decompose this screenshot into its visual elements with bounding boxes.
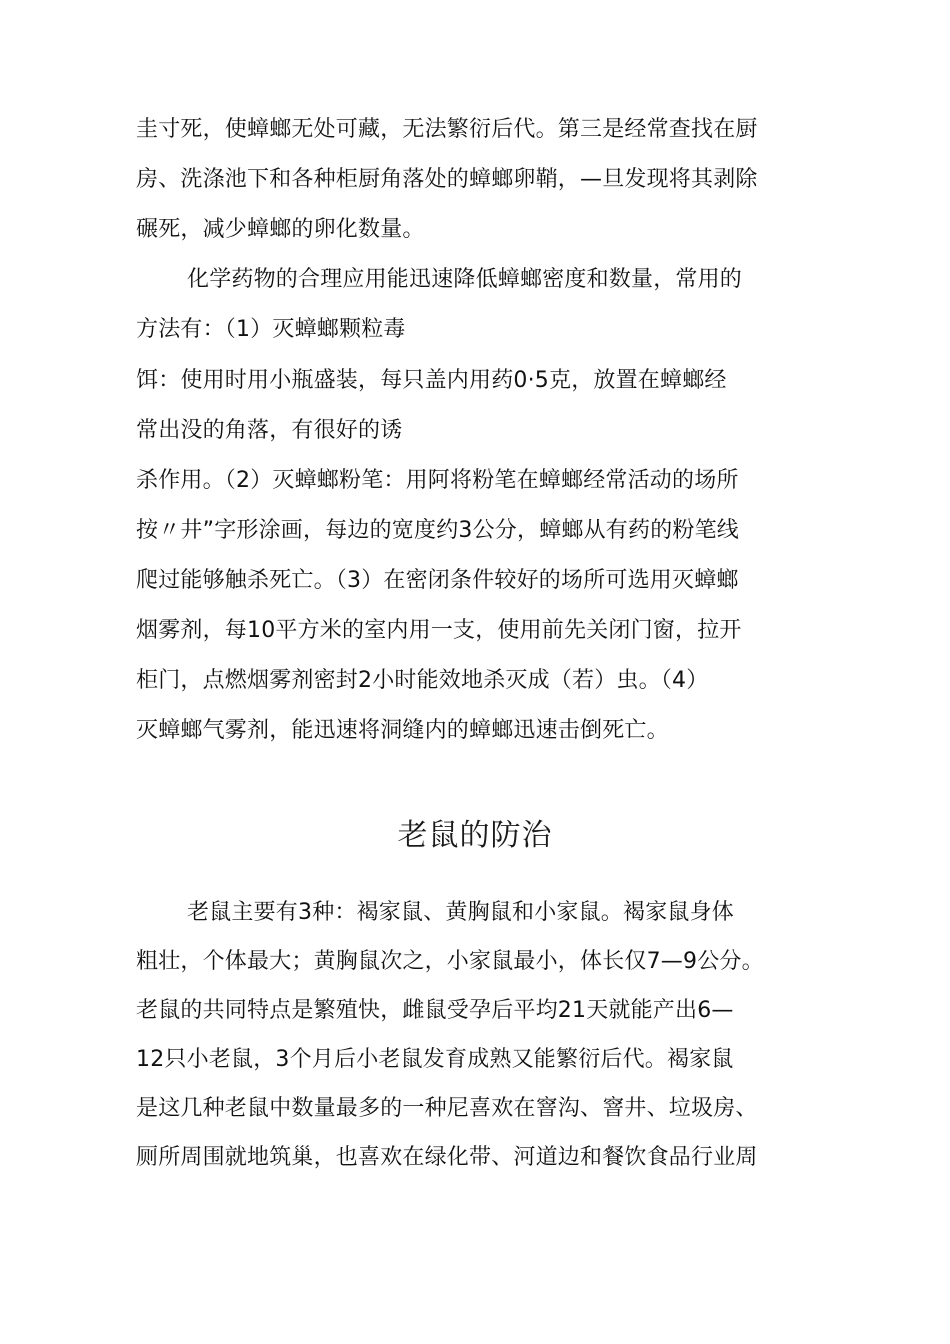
paragraph-3-line-1: 老鼠主要有3种：褐家鼠、黄胸鼠和小家鼠。褐家鼠身体	[187, 900, 734, 925]
paragraph-2-line-10: 灭蟑螂气雾剂，能迅速将洞缝内的蟑螂迅速击倒死亡。	[136, 718, 669, 743]
paragraph-2-line-6: 按〃井”字形涂画，每边的宽度约3公分，蟑螂从有药的粉笔线	[136, 518, 739, 543]
paragraph-3-line-3: 老鼠的共同特点是繁殖快，雌鼠受孕后平均21天就能产出6—	[136, 998, 734, 1023]
paragraph-2-line-3: 饵：使用时用小瓶盛装，每只盖内用药0·5克，放置在蟑螂经	[136, 368, 727, 393]
paragraph-2-line-8: 烟雾剂，每10平方米的室内用一支，使用前先关闭门窗，拉开	[136, 618, 742, 643]
paragraph-3-line-6: 厕所周围就地筑巢，也喜欢在绿化带、河道边和餐饮食品行业周	[136, 1145, 758, 1170]
paragraph-2-line-1: 化学药物的合理应用能迅速降低蟑螂密度和数量，常用的	[187, 267, 743, 292]
paragraph-3-line-2: 粗壮，个体最大；黄胸鼠次之，小家鼠最小，体长仅7—9公分。	[136, 949, 764, 974]
paragraph-2-line-9: 柜门，点燃烟雾剂密封2小时能效地杀灭成（若）虫。（4）	[136, 668, 709, 693]
paragraph-2-line-4: 常出没的角落，有很好的诱	[136, 418, 403, 443]
paragraph-3-line-5: 是这几种老鼠中数量最多的一种尼喜欢在窨沟、窨井、垃圾房、	[136, 1096, 758, 1121]
paragraph-1-line-3: 碾死，减少蟑螂的卵化数量。	[136, 217, 425, 242]
paragraph-2-line-2: 方法有：（1）灭蟑螂颗粒毒	[136, 317, 406, 342]
paragraph-1-line-1: 圭寸死，使蟑螂无处可藏，无法繁衍后代。第三是经常查找在厨	[136, 117, 758, 142]
paragraph-3-line-4: 12只小老鼠，3个月后小老鼠发育成熟又能繁衍后代。褐家鼠	[136, 1047, 734, 1072]
paragraph-2-line-7: 爬过能够触杀死亡。（3）在密闭条件较好的场所可选用灭蟑螂	[136, 568, 739, 593]
paragraph-1-line-2: 房、洗涤池下和各种柜厨角落处的蟑螂卵鞘，—旦发现将其剥除	[136, 167, 758, 192]
section-heading: 老鼠的防治	[397, 818, 553, 853]
paragraph-2-line-5: 杀作用。（2）灭蟑螂粉笔：用阿将粉笔在蟑螂经常活动的场所	[136, 468, 739, 493]
